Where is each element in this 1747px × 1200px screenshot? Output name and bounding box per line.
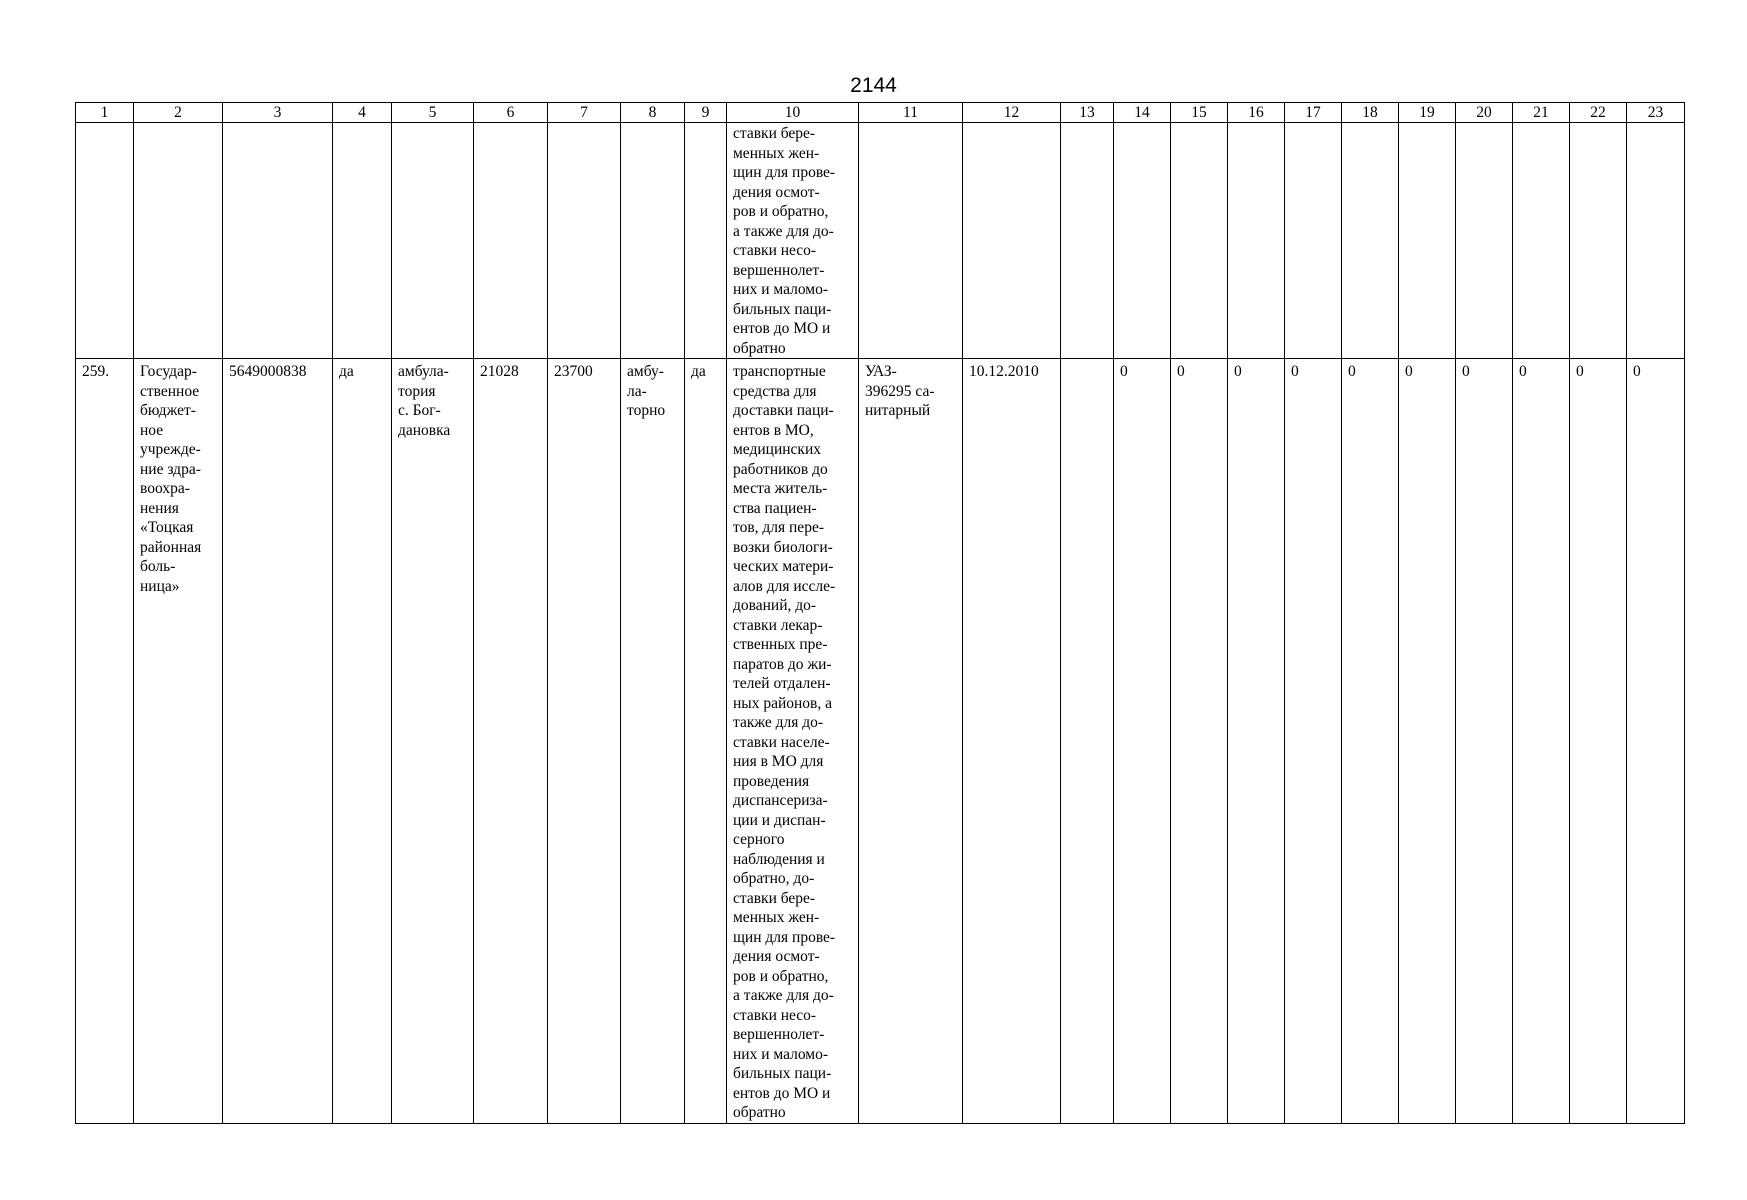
inn-code: 5649000838 [223,359,333,1124]
cell-col7: 23700 [548,359,621,1124]
cell-col16: 0 [1228,359,1285,1124]
column-header-13: 13 [1061,103,1114,123]
cell [1342,123,1399,359]
cell [1513,123,1570,359]
subdivision-name: амбула- тория с. Бог- дановка [392,359,474,1124]
page-number: 2144 [850,74,897,97]
cell [1456,123,1513,359]
cell [474,123,548,359]
column-header-1: 1 [76,103,134,123]
organization-name: Государ- ственное бюджет- ное учрежде- ние здра- воохра- нения «Тоцкая районная боль- ница» [134,359,223,1124]
column-header-10: 10 [727,103,859,123]
table-row [76,359,1685,1124]
cell [333,123,392,359]
cell [1061,123,1114,359]
cell-col18: 0 [1342,359,1399,1124]
cell [223,123,333,359]
cell [1627,123,1685,359]
data-table [75,102,1685,1124]
column-header-7: 7 [548,103,621,123]
cell [548,123,621,359]
column-header-18: 18 [1342,103,1399,123]
purpose-text-continued: ставки бере- менных жен- щин для прове- дения осмот- ров и обратно, а также для до- ставки несо- вершеннолет- них и маломо- бильных паци- ентов до МО и обратно [727,123,859,359]
cell [859,123,963,359]
cell-col19: 0 [1399,359,1456,1124]
column-header-11: 11 [859,103,963,123]
column-header-8: 8 [621,103,685,123]
column-header-6: 6 [474,103,548,123]
cell-col22: 0 [1570,359,1627,1124]
purpose-text: транспортные средства для доставки паци- ентов в МО, медицинских работников до места житель- ства пациен- тов, для пере- возки биологи- ческих матери- алов для иссле- дований, до- ставки лекар- ственных пре- паратов до жи- телей отдален- ных районов, а также для до- ставки населе- ния в МО для проведения диспансериза- ции и диспан- серного наблюдения и обратно, до- ставки бере- менных жен- щин для прове- дения осмот- ров и обратно, а также для до- ставки несо- вершеннолет- них и маломо- бильных паци- ентов до МО и обратно [727,359,859,1124]
cell [963,123,1061,359]
cell-col17: 0 [1285,359,1342,1124]
column-header-14: 14 [1114,103,1171,123]
cell-col21: 0 [1513,359,1570,1124]
column-header-21: 21 [1513,103,1570,123]
care-type: амбу- ла- торно [621,359,685,1124]
column-header-3: 3 [223,103,333,123]
cell [1171,123,1228,359]
vehicle-model: УАЗ- 396295 са- нитарный [859,359,963,1124]
cell-col14: 0 [1114,359,1171,1124]
cell [1399,123,1456,359]
column-header-5: 5 [392,103,474,123]
column-header-15: 15 [1171,103,1228,123]
cell-col6: 21028 [474,359,548,1124]
cell-col4: да [333,359,392,1124]
column-header-23: 23 [1627,103,1685,123]
cell-col20: 0 [1456,359,1513,1124]
header-row [76,103,1685,123]
cell [134,123,223,359]
cell [1228,123,1285,359]
cell-col23: 0 [1627,359,1685,1124]
column-header-16: 16 [1228,103,1285,123]
cell [685,123,727,359]
column-header-12: 12 [963,103,1061,123]
column-header-4: 4 [333,103,392,123]
cell-col15: 0 [1171,359,1228,1124]
column-header-9: 9 [685,103,727,123]
cell [392,123,474,359]
row-number: 259. [76,359,134,1124]
continuation-row [76,123,1685,359]
column-header-19: 19 [1399,103,1456,123]
cell-col9: да [685,359,727,1124]
column-header-22: 22 [1570,103,1627,123]
column-header-17: 17 [1285,103,1342,123]
cell [1570,123,1627,359]
cell [1114,123,1171,359]
cell [76,123,134,359]
column-header-2: 2 [134,103,223,123]
date-cell: 10.12.2010 [963,359,1061,1124]
cell [1285,123,1342,359]
cell-col13 [1061,359,1114,1124]
cell [621,123,685,359]
column-header-20: 20 [1456,103,1513,123]
